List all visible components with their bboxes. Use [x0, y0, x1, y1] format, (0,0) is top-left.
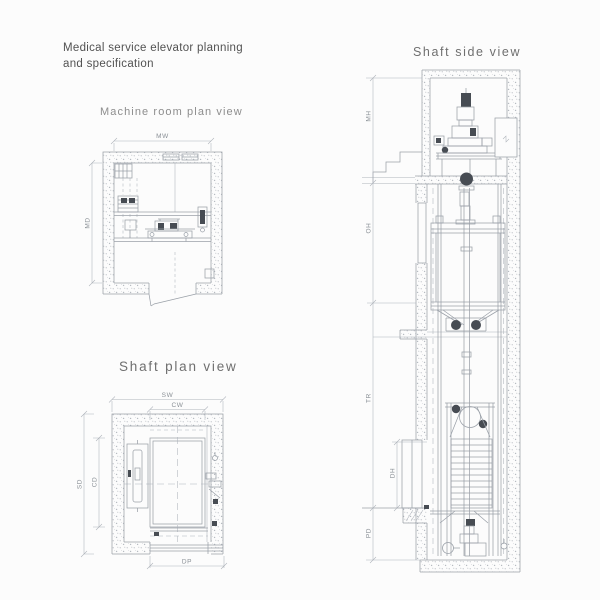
page-title-line1: Medical service elevator planning — [63, 42, 243, 54]
dim-label-oh: OH — [365, 222, 373, 234]
machine-room-plan-view-title: Machine room plan view — [100, 106, 243, 118]
dim-label-pd: PD — [365, 527, 373, 539]
dim-label-dh: DH — [389, 467, 397, 479]
dim-label-sw: SW — [161, 392, 174, 399]
dim-label-cw: CW — [171, 402, 184, 409]
shaft-plan-view — [77, 392, 228, 569]
shaft-plan-view-title: Shaft plan view — [119, 359, 238, 374]
machine-room-plan-view — [85, 133, 223, 306]
dim-label-cd: CD — [91, 476, 99, 488]
control-cabinet — [495, 118, 517, 157]
car-side — [431, 192, 505, 331]
counterweight-side — [430, 403, 500, 556]
dim-label-dp: DP — [181, 558, 193, 566]
pit-buffers — [443, 526, 508, 556]
dim-label-md: MD — [84, 217, 92, 229]
shaft-side-view-title: Shaft side view — [413, 45, 522, 59]
dim-label-mw: MW — [156, 133, 169, 140]
dim-label-mh: MH — [365, 110, 373, 122]
page-title-line2: and specification — [63, 57, 154, 70]
shaft-side-view — [362, 70, 520, 572]
dim-label-tr: TR — [365, 393, 373, 403]
machine-room-door — [149, 294, 196, 306]
page-title — [63, 41, 283, 72]
dim-label-sd: SD — [76, 478, 84, 490]
car-outline — [124, 426, 211, 542]
machine-room-equipment — [114, 163, 214, 296]
traction-machine-side — [434, 88, 502, 190]
counterweight-plan — [127, 440, 148, 512]
